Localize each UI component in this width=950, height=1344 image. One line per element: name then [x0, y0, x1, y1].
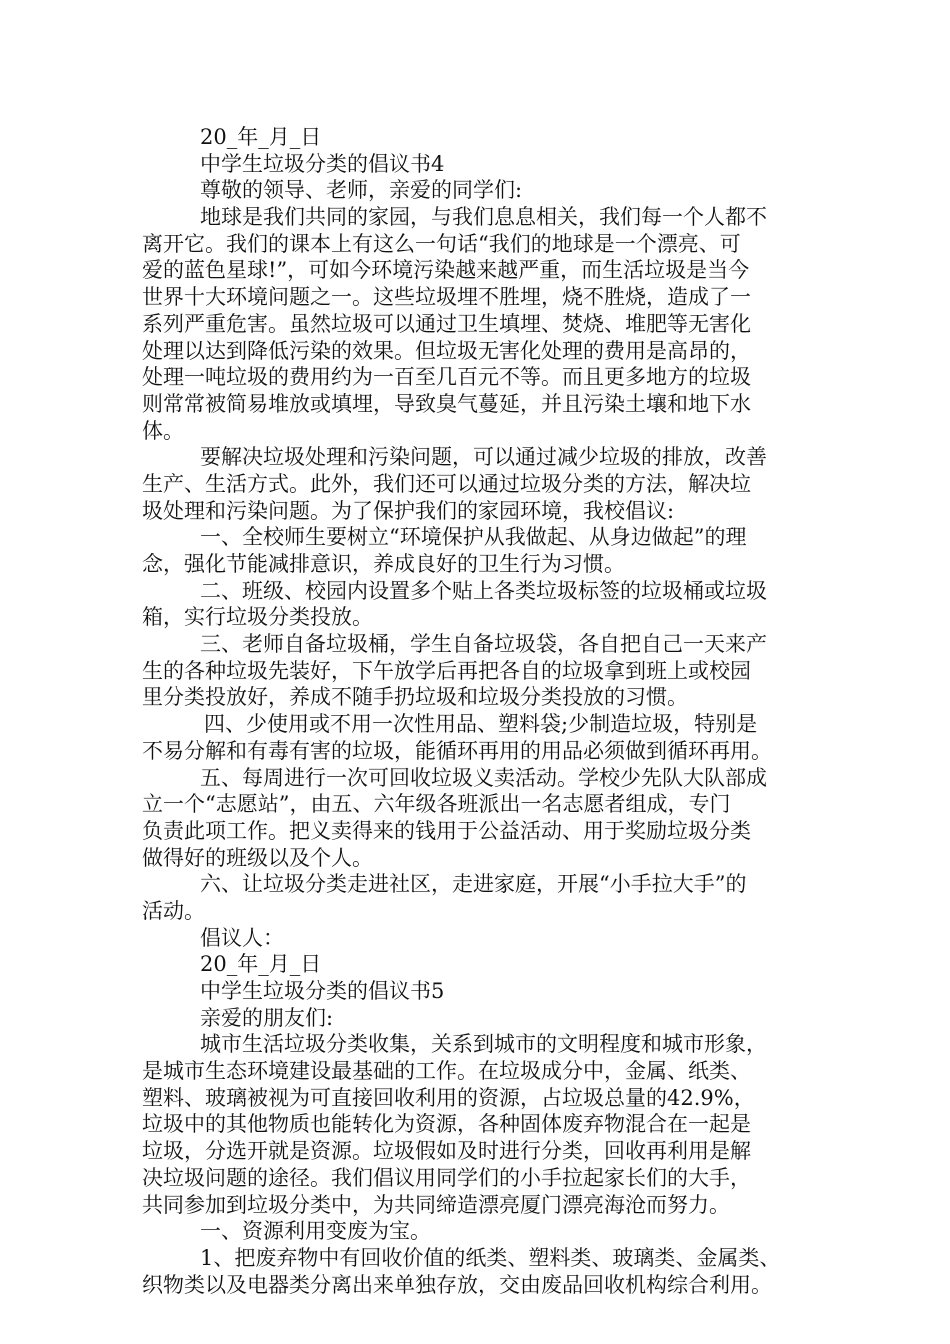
text-line: 中学生垃圾分类的倡议书4	[200, 151, 445, 176]
document-body	[142, 124, 812, 1298]
text-line: 二、班级、校园内设置多个贴上各类垃圾标签的垃圾桶或垃圾	[200, 578, 767, 603]
text-line: 圾处理和污染问题。为了保护我们的家园环境，我校倡议:	[142, 498, 675, 523]
text-line: 1、把废弃物中有回收价值的纸类、塑料类、玻璃类、金属类、	[200, 1245, 781, 1270]
text-line: 处理以达到降低污染的效果。但垃圾无害化处理的费用是高昂的，	[142, 338, 751, 363]
text-line: 织物类以及电器类分离出来单独存放，交由废品回收机构综合利用。	[142, 1272, 772, 1297]
text-line: 系列严重危害。虽然垃圾可以通过卫生填埋、焚烧、堆肥等无害化	[142, 311, 751, 336]
text-line: 垃圾，分选开就是资源。垃圾假如及时进行分类，回收再利用是解	[142, 1139, 751, 1164]
text-line: 20_年_月_日	[200, 952, 322, 977]
text-line: 亲爱的朋友们:	[200, 1005, 334, 1030]
text-line: 共同参加到垃圾分类中，为共同缔造漂亮厦门漂亮海沧而努力。	[142, 1192, 730, 1217]
text-line: 做得好的班级以及个人。	[142, 845, 373, 870]
text-line: 三、老师自备垃圾桶，学生自备垃圾袋，各自把自己一天来产	[200, 632, 767, 657]
text-line: 活动。	[142, 898, 205, 923]
text-line: 不易分解和有毒有害的垃圾，能循环再用的用品必须做到循环再用。	[142, 738, 772, 763]
text-line: 里分类投放好，养成不随手扔垃圾和垃圾分类投放的习惯。	[142, 685, 688, 710]
text-line: 倡议人：	[200, 925, 284, 950]
text-line: 20_年_月_日	[200, 125, 322, 149]
text-line: 中学生垃圾分类的倡议书5	[200, 979, 445, 1003]
text-line: 决垃圾问题的途径。我们倡议用同学们的小手拉起家长们的大手，	[142, 1165, 751, 1190]
text-line: 负责此项工作。把义卖得来的钱用于公益活动、用于奖励垃圾分类	[142, 818, 751, 843]
text-line: 爱的蓝色星球!”，可如今环境污染越来越严重，而生活垃圾是当今	[142, 258, 750, 283]
text-line: 念，强化节能减排意识，养成良好的卫生行为习惯。	[142, 552, 625, 576]
text-line: 箱，实行垃圾分类投放。	[142, 605, 373, 630]
text-line: 立一个“志愿站”，由五、六年级各班派出一名志愿者组成，专门	[142, 792, 731, 817]
text-line: 生产、生活方式。此外，我们还可以通过垃圾分类的方法，解决垃	[142, 471, 751, 496]
text-line: 五、每周进行一次可回收垃圾义卖活动。学校少先队大队部成	[200, 765, 767, 790]
text-line: 处理一吨垃圾的费用约为一百至几百元不等。而且更多地方的垃圾	[142, 365, 751, 390]
text-line: 离开它。我们的课本上有这么一句话“我们的地球是一个漂亮、可	[142, 231, 741, 256]
text-line: 城市生活垃圾分类收集，关系到城市的文明程度和城市形象，	[200, 1032, 767, 1057]
text-line: 要解决垃圾处理和污染问题，可以通过减少垃圾的排放，改善	[200, 445, 767, 470]
text-line: 尊敬的领导、老师，亲爱的同学们:	[200, 178, 523, 203]
text-line: 一、资源利用变废为宝。	[200, 1219, 431, 1244]
text-line: 垃圾中的其他物质也能转化为资源，各种固体废弃物混合在一起是	[142, 1112, 751, 1137]
text-line: 一、全校师生要树立“环境保护从我做起、从身边做起”的理	[200, 525, 747, 550]
text-line: 是城市生态环境建设最基础的工作。在垃圾成分中，金属、纸类、	[142, 1059, 751, 1084]
text-line: 四、少使用或不用一次性用品、塑料袋;少制造垃圾，特别是	[204, 712, 758, 737]
text-line: 世界十大环境问题之一。这些垃圾埋不胜埋，烧不胜烧，造成了一	[142, 285, 751, 310]
text-line: 体。	[142, 418, 184, 443]
text-line: 生的各种垃圾先装好，下午放学后再把各自的垃圾拿到班上或校园	[142, 658, 751, 683]
text-line: 则常常被简易堆放或填埋，导致臭气蔓延，并且污染土壤和地下水	[142, 391, 751, 416]
text-line: 地球是我们共同的家园，与我们息息相关，我们每一个人都不	[200, 205, 767, 230]
text-line: 六、让垃圾分类走进社区，走进家庭，开展“小手拉大手”的	[200, 872, 747, 897]
text-line: 塑料、玻璃被视为可直接回收利用的资源，占垃圾总量的42.9%，	[142, 1085, 755, 1110]
